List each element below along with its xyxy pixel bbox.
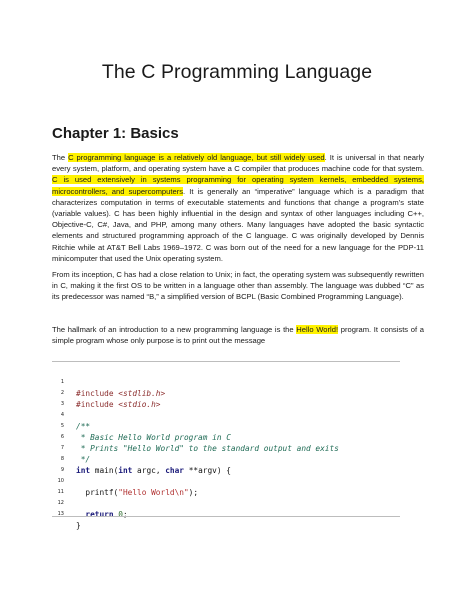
line-number: 12 — [57, 500, 64, 506]
line-number: 2 — [60, 390, 64, 396]
highlighted-text: C programming language is a relatively old language, but still widely used — [68, 153, 325, 162]
code-text: int main(int argc, char **argv) { — [76, 466, 231, 475]
code-comment: */ — [76, 455, 91, 464]
code-line — [52, 498, 81, 530]
code-text: #include <stdio.h> — [76, 400, 161, 409]
line-number: 13 — [57, 511, 64, 517]
code-line — [52, 432, 91, 464]
code-comment: * Basic Hello World program in C — [76, 433, 231, 442]
code-line — [52, 476, 80, 495]
line-number: 3 — [60, 401, 64, 407]
line-number: 7 — [60, 445, 64, 451]
paragraph-text: program. It consists of a simple program whose only purpose is to print out the message — [52, 325, 424, 346]
line-number: 4 — [60, 412, 64, 418]
code-line — [52, 410, 231, 442]
code-text: } — [76, 521, 81, 530]
paragraph-text: The hallmark of an introduction to a new programming language is the — [52, 325, 297, 334]
line-number: 11 — [57, 489, 64, 495]
code-text: printf("Hello World\n"); — [76, 488, 199, 497]
line-number: 6 — [60, 434, 64, 440]
code-line — [52, 366, 166, 398]
code-comment: /** — [76, 422, 91, 431]
paragraph-unix: From its inception, C has had a close relation to Unix; in fact, the operating system was subsequently rewritten in C, making it the first OS to be written in a language other than assembly. The language was dubbed “C” as its predecessor was named “B,” a simplified version of BCPL (Basic Combined Programming Language). — [52, 270, 424, 302]
line-number: 9 — [60, 467, 64, 473]
line-number: 8 — [60, 456, 64, 462]
code-line — [52, 399, 91, 431]
line-number: 5 — [60, 423, 64, 429]
paragraph-hello-world — [52, 324, 424, 346]
chapter-heading: Chapter 1: Basics — [52, 125, 179, 142]
code-text: return 0; — [85, 510, 128, 519]
paragraph-intro — [52, 152, 424, 264]
code-listing — [52, 361, 400, 530]
paragraph-text: . It is generally an “imperative” language which is a paradigm that characterizes computation in terms of executable statements and functions that change a program’s state (variable values). C has been highly influential in the design and syntax of other languages including C++, Objective-C, C#, Java, and PHP, among many others. Many languages have adopted the basic syntactic elements and structured programming approach of the C language. C was originally developed by Dennis Ritchie while at AT&T Bell Labs 1969–1972. C was born out of the need for a new language for the PDP-11 minicomputer that used the Unix operating system. — [52, 186, 424, 263]
code-bottom-rule — [52, 516, 400, 517]
code-line — [52, 388, 80, 407]
highlighted-text: C is used extensively in systems programming for operating system kernels, embedded systems, microcontrollers, and supercomputers — [52, 175, 424, 196]
line-number: 1 — [60, 379, 64, 385]
line-number: 10 — [57, 478, 64, 484]
document-title: The C Programming Language — [101, 61, 373, 83]
code-comment: * Prints "Hello World" to the standard output and exits — [76, 444, 339, 453]
paragraph-text: . It is universal in that nearly every system, platform, and operating system have a C compiler that produces machine code for that system. — [52, 153, 425, 174]
code-line — [52, 454, 80, 473]
highlighted-text: Hello World! — [296, 325, 339, 334]
code-top-rule — [52, 361, 400, 362]
code-text: #include <stdlib.h> — [76, 389, 166, 398]
paragraph-text: The — [52, 153, 69, 162]
